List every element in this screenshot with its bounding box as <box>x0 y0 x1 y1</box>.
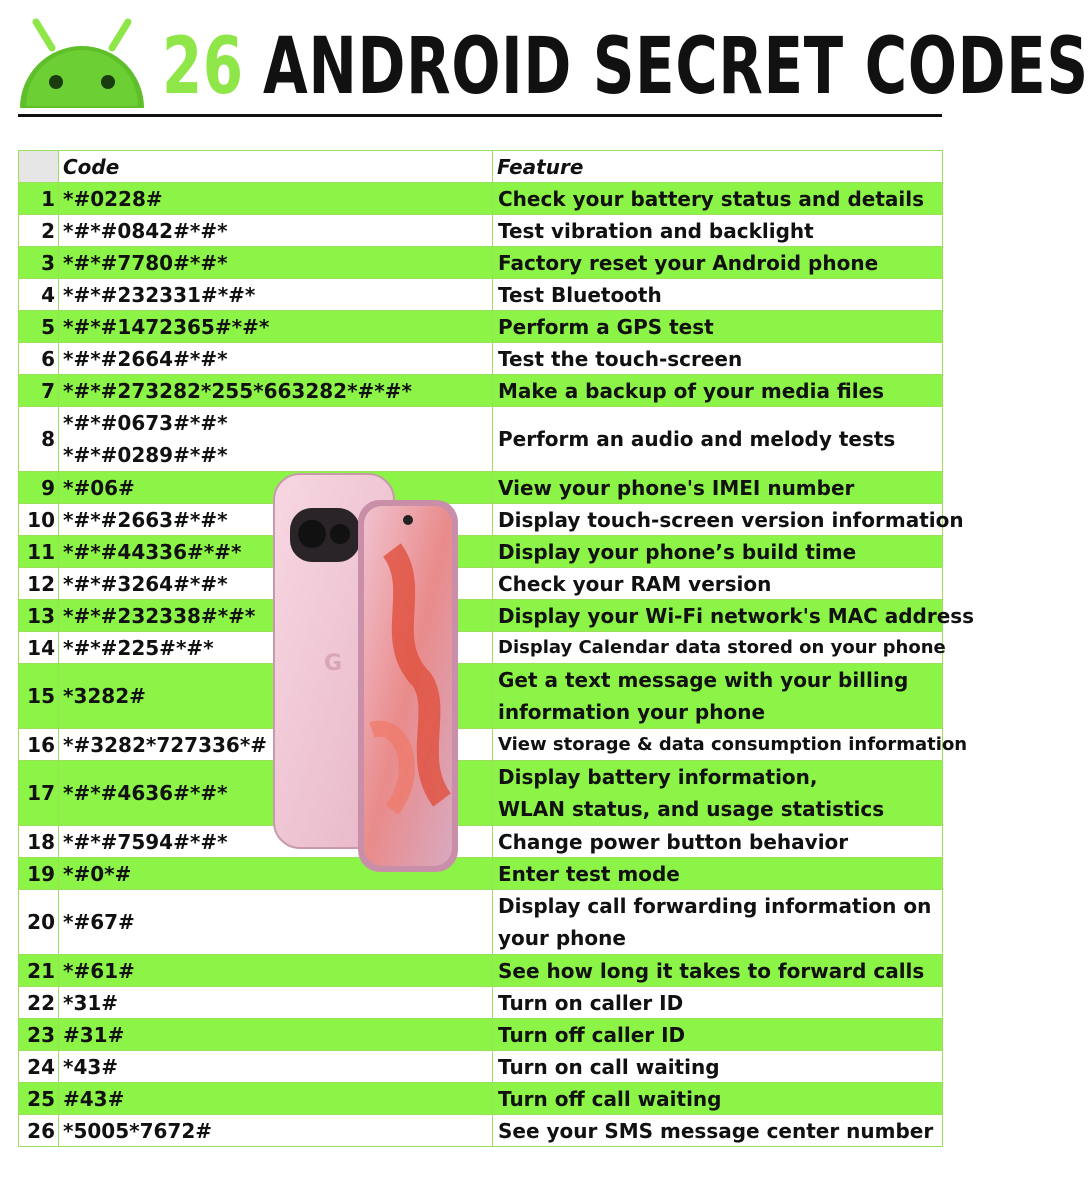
code-cell <box>59 343 493 375</box>
feature-text: Check your RAM version <box>498 571 772 596</box>
code-text: *31# <box>63 990 119 1015</box>
row-number: 3 <box>19 247 59 279</box>
table-row <box>19 858 943 890</box>
table-row <box>19 375 943 407</box>
feature-text: See how long it takes to forward calls <box>498 958 925 983</box>
row-number: 14 <box>19 632 59 664</box>
code-text: #31# <box>63 1022 125 1047</box>
codes-table <box>18 150 975 1147</box>
feature-cell <box>493 600 975 632</box>
feature-cell <box>493 375 943 407</box>
feature-text: Make a backup of your media files <box>498 378 885 403</box>
feature-cell <box>493 504 964 536</box>
code-text: *3282# <box>63 684 146 708</box>
feature-text: Turn off call waiting <box>498 1086 722 1111</box>
code-cell <box>59 375 493 407</box>
feature-cell <box>493 183 943 215</box>
title-text: ANDROID SECRET CODES <box>263 22 1089 112</box>
feature-text: Test vibration and backlight <box>498 218 814 243</box>
row-number: 25 <box>19 1083 59 1115</box>
code-cell <box>59 279 493 311</box>
row-number: 18 <box>19 826 59 858</box>
table-row <box>19 472 943 504</box>
feature-text: Test the touch-screen <box>498 346 743 371</box>
feature-cell <box>493 761 943 826</box>
table-row <box>19 311 943 343</box>
feature-cell <box>493 215 943 247</box>
row-number: 22 <box>19 987 59 1019</box>
header-number-cell <box>19 151 59 183</box>
row-number: 20 <box>19 890 59 955</box>
code-cell <box>59 890 493 955</box>
svg-text:G: G <box>324 651 343 676</box>
table-row <box>19 955 943 987</box>
row-number: 16 <box>19 729 59 761</box>
code-text: *#0*# <box>63 861 132 886</box>
table-row <box>19 215 943 247</box>
row-number: 5 <box>19 311 59 343</box>
feature-cell <box>493 343 943 375</box>
feature-text: See your SMS message center number <box>498 1118 934 1143</box>
feature-text: Turn on call waiting <box>498 1054 720 1079</box>
row-number: 15 <box>19 664 59 729</box>
feature-cell <box>493 279 943 311</box>
feature-cell <box>493 407 943 472</box>
code-text: *#*#2664#*#* <box>63 346 228 371</box>
row-number: 17 <box>19 761 59 826</box>
feature-cell <box>493 536 943 568</box>
table-row <box>19 407 943 472</box>
feature-text: Enter test mode <box>498 861 680 886</box>
code-cell <box>59 1051 493 1083</box>
android-head-icon <box>12 18 152 112</box>
code-text: *#67# <box>63 910 135 934</box>
table-header-row <box>19 151 943 183</box>
row-number: 21 <box>19 955 59 987</box>
feature-text: Test Bluetooth <box>498 282 662 307</box>
feature-cell <box>493 664 943 729</box>
code-text: *#*#44336#*#* <box>63 539 242 564</box>
feature-text: Check your battery status and details <box>498 186 924 211</box>
feature-cell <box>493 568 943 600</box>
header-feature: Feature <box>493 151 943 183</box>
feature-cell <box>493 1051 943 1083</box>
feature-text: Turn off caller ID <box>498 1022 686 1047</box>
table-row <box>19 536 943 568</box>
feature-cell <box>493 729 968 761</box>
row-number: 4 <box>19 279 59 311</box>
code-text: *#3282*727336*# <box>63 732 268 757</box>
feature-text: Display touch-screen version information <box>498 507 964 532</box>
row-number: 1 <box>19 183 59 215</box>
feature-text: Turn on caller ID <box>498 990 684 1015</box>
feature-text: View storage & data consumption information <box>498 734 968 755</box>
feature-text: Display your Wi-Fi network's MAC address <box>498 603 975 628</box>
code-text-line2: *#*#0289#*#* <box>63 443 228 467</box>
feature-cell <box>493 987 943 1019</box>
code-text: *#*#1472365#*#* <box>63 314 270 339</box>
table-row <box>19 504 943 536</box>
table-row <box>19 183 943 215</box>
code-cell <box>59 955 493 987</box>
row-number: 19 <box>19 858 59 890</box>
row-number: 11 <box>19 536 59 568</box>
code-text: #43# <box>63 1086 125 1111</box>
header-code: Code <box>59 151 493 183</box>
table-row <box>19 1051 943 1083</box>
code-text: *#*#2663#*#* <box>63 507 228 532</box>
code-text: *#*#0673#*#* <box>63 411 228 435</box>
feature-text: Display battery information, <box>498 765 818 789</box>
feature-text-line2: your phone <box>498 926 626 950</box>
code-text: *#*#232338#*#* <box>63 603 256 628</box>
table-row <box>19 890 943 955</box>
feature-text: Perform a GPS test <box>498 314 714 339</box>
code-text: *#*#0842#*#* <box>63 218 228 243</box>
row-number: 23 <box>19 1019 59 1051</box>
feature-text: Change power button behavior <box>498 829 849 854</box>
table-row <box>19 632 943 664</box>
title-number: 26 <box>162 22 244 112</box>
feature-cell <box>493 858 943 890</box>
feature-text-line2: information your phone <box>498 700 766 724</box>
row-number: 12 <box>19 568 59 600</box>
table-row <box>19 729 943 761</box>
code-cell <box>59 987 493 1019</box>
feature-text: Display call forwarding information on <box>498 894 932 918</box>
feature-cell <box>493 1083 943 1115</box>
code-cell <box>59 247 493 279</box>
row-number: 8 <box>19 407 59 472</box>
table-row <box>19 1083 943 1115</box>
table-row <box>19 1115 943 1147</box>
code-cell <box>59 215 493 247</box>
row-number: 26 <box>19 1115 59 1147</box>
code-cell <box>59 311 493 343</box>
code-cell <box>59 1083 493 1115</box>
feature-cell <box>493 826 943 858</box>
feature-text: Display Calendar data stored on your phone <box>498 637 946 658</box>
table-row <box>19 761 943 826</box>
row-number: 10 <box>19 504 59 536</box>
feature-text: View your phone's IMEI number <box>498 475 855 500</box>
feature-cell <box>493 890 943 955</box>
feature-cell <box>493 632 946 664</box>
code-text: *#*#225#*#* <box>63 635 214 660</box>
code-text: *43# <box>63 1054 119 1079</box>
code-text: *5005*7672# <box>63 1118 213 1143</box>
feature-cell <box>493 955 943 987</box>
table-row <box>19 343 943 375</box>
row-number: 24 <box>19 1051 59 1083</box>
page-title <box>162 22 1089 112</box>
code-text: *#61# <box>63 958 135 983</box>
feature-cell <box>493 311 943 343</box>
code-cell <box>59 1115 493 1147</box>
code-text: *#*#232331#*#* <box>63 282 256 307</box>
table-row <box>19 279 943 311</box>
table-row <box>19 826 943 858</box>
code-text: *#0228# <box>63 186 163 211</box>
code-cell <box>59 183 493 215</box>
code-cell <box>59 407 493 472</box>
feature-cell <box>493 247 943 279</box>
feature-cell <box>493 1115 943 1147</box>
code-text: *#06# <box>63 475 135 500</box>
code-text: *#*#3264#*#* <box>63 571 228 596</box>
row-number: 13 <box>19 600 59 632</box>
table-row <box>19 568 943 600</box>
row-number: 2 <box>19 215 59 247</box>
feature-text: Get a text message with your billing <box>498 668 909 692</box>
table-row <box>19 664 943 729</box>
table-row <box>19 600 943 632</box>
feature-text: Perform an audio and melody tests <box>498 427 896 451</box>
code-text: *#*#7594#*#* <box>63 829 228 854</box>
feature-text-line2: WLAN status, and usage statistics <box>498 797 885 821</box>
pink-smartphone-image <box>272 470 462 874</box>
feature-cell <box>493 1019 943 1051</box>
row-number: 9 <box>19 472 59 504</box>
table-row <box>19 987 943 1019</box>
code-cell <box>59 1019 493 1051</box>
code-text: *#*#7780#*#* <box>63 250 228 275</box>
code-text: *#*#4636#*#* <box>63 781 228 805</box>
row-number: 6 <box>19 343 59 375</box>
table-row <box>19 247 943 279</box>
feature-text: Factory reset your Android phone <box>498 250 879 275</box>
row-number: 7 <box>19 375 59 407</box>
feature-cell <box>493 472 943 504</box>
code-text: *#*#273282*255*663282*#*#* <box>63 378 412 403</box>
table-row <box>19 1019 943 1051</box>
feature-text: Display your phone’s build time <box>498 539 857 564</box>
title-underline <box>18 114 942 117</box>
